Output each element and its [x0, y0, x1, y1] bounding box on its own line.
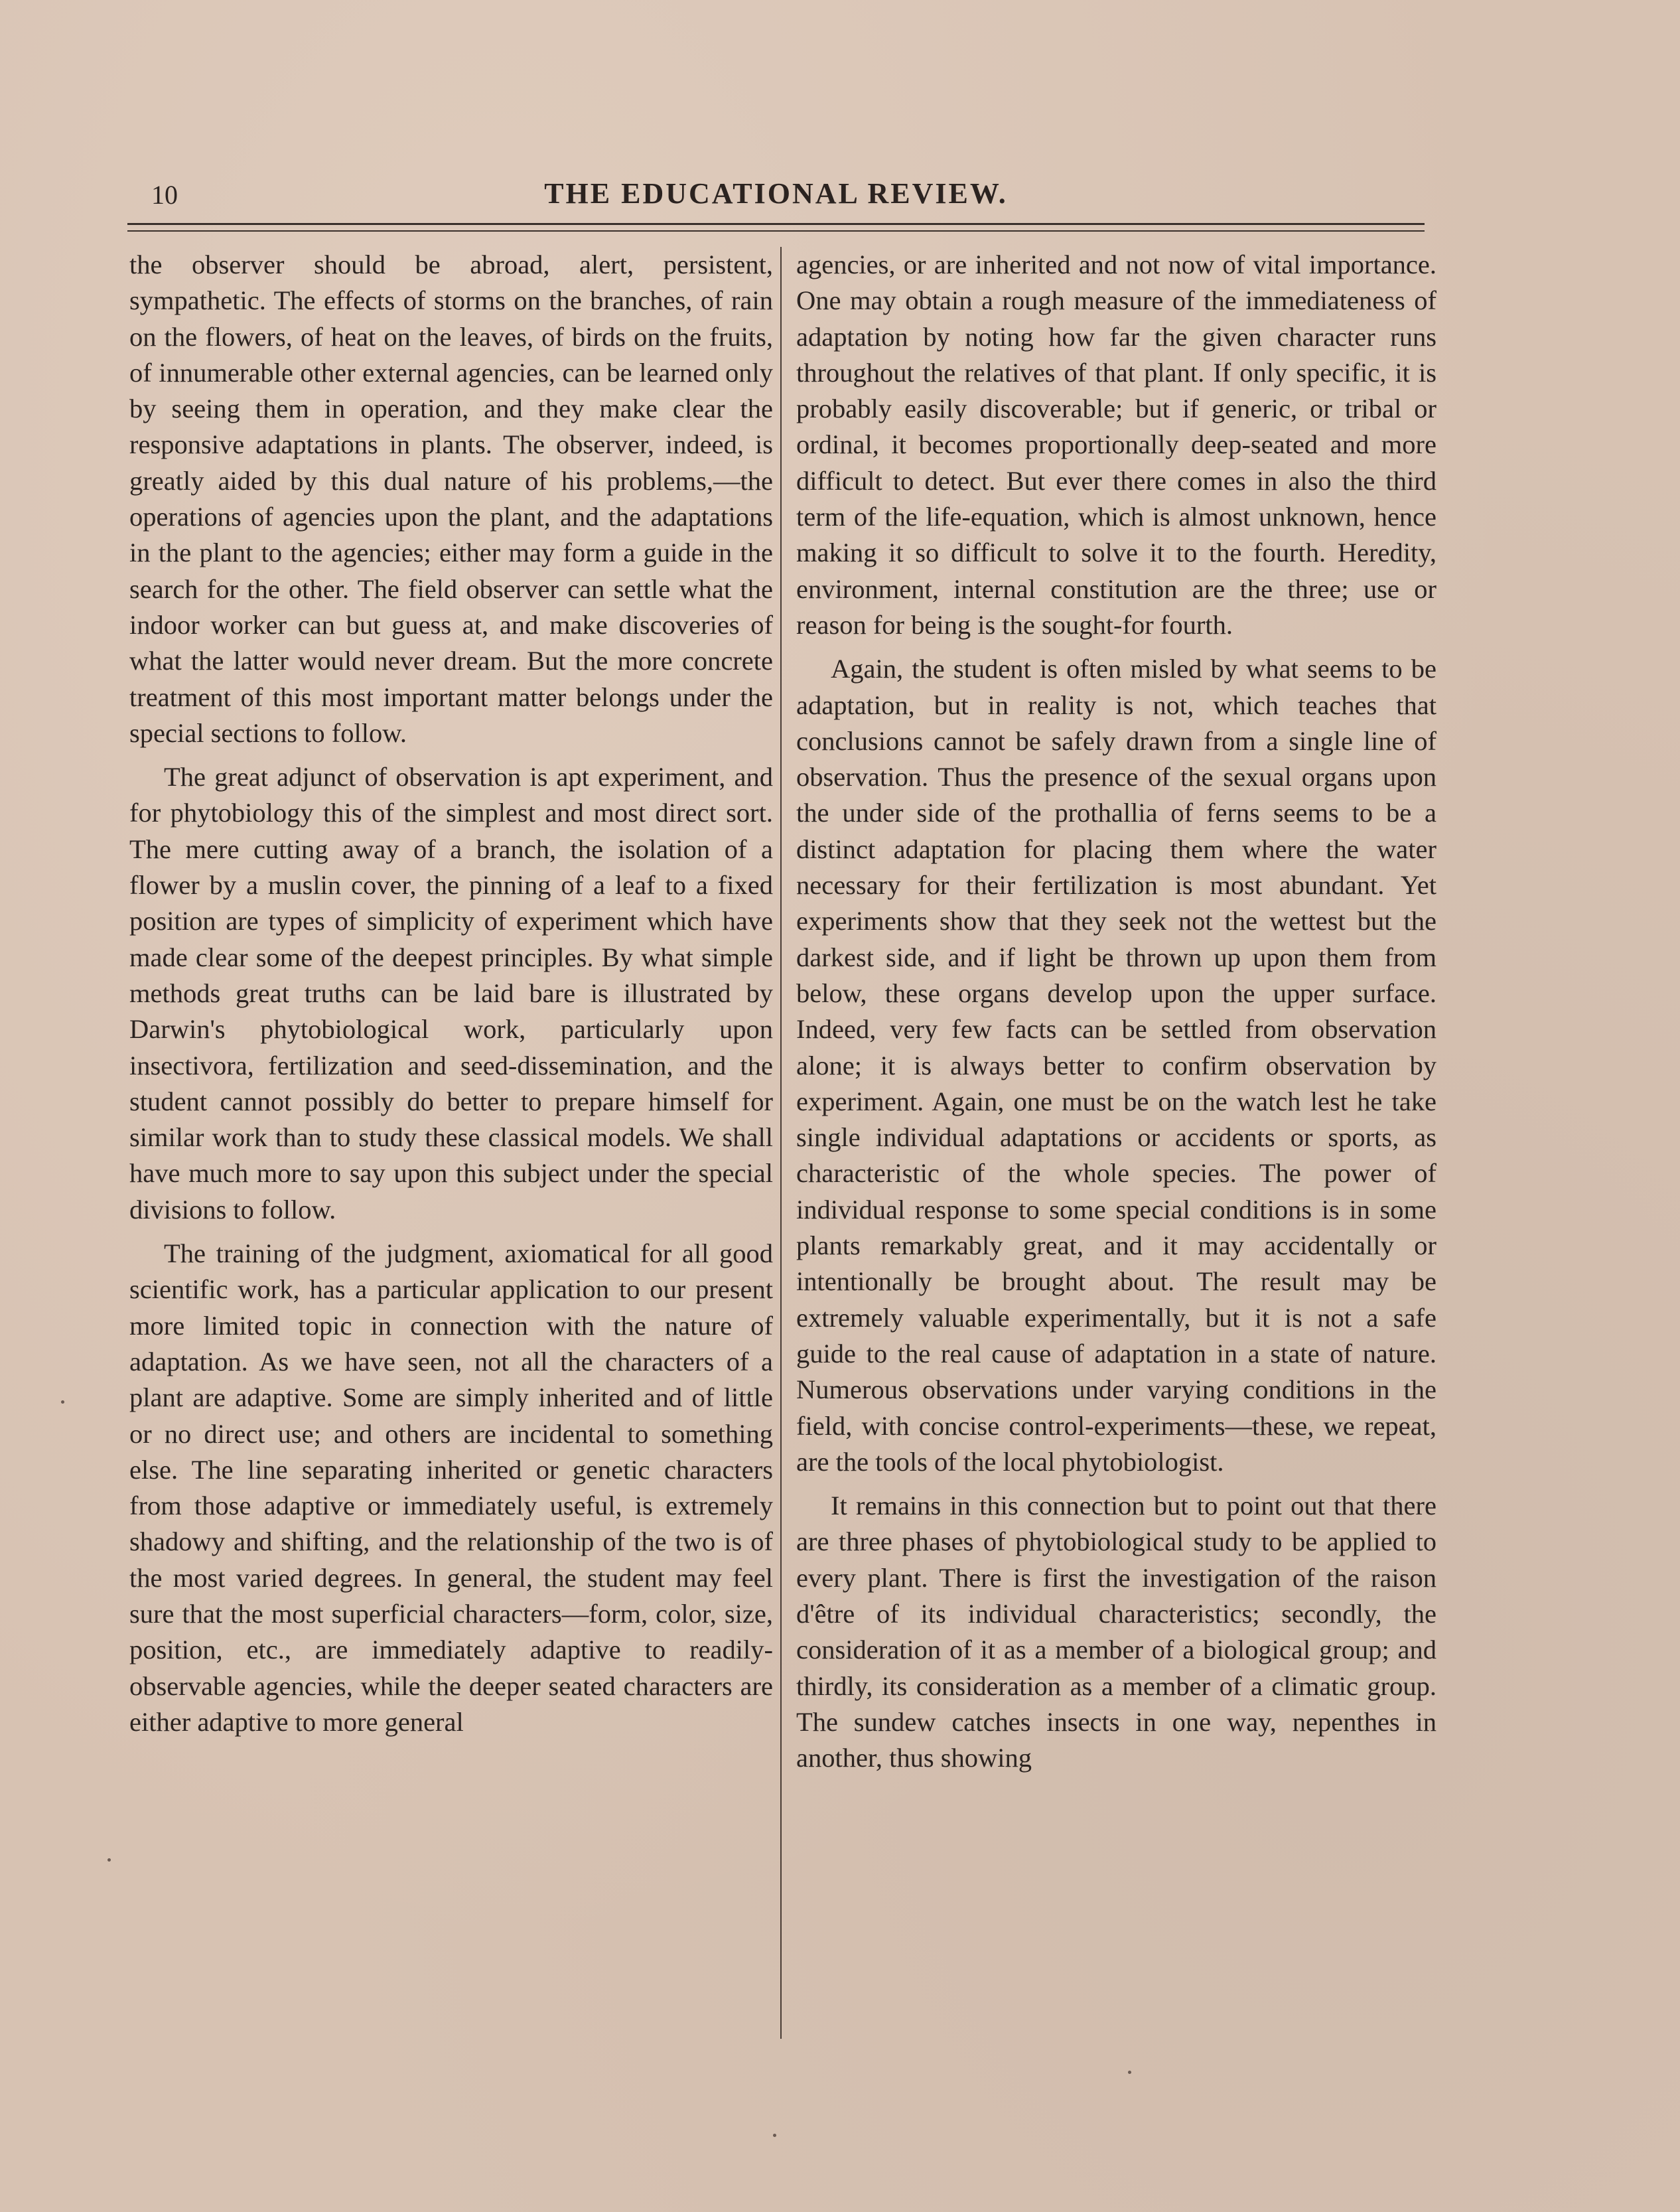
paragraph: It remains in this connection but to point out that there are three phases of phytobiological study to be applied to every plant. There is first the investigation of the raison d'être of its individual characteristics; secondly, the consideration of it as a member of a biological group; and thirdly, its consideration as a member of a climatic group. The sundew catches insects in one way, nepenthes in another, thus showing — [796, 1491, 1436, 1773]
paper-speck — [1128, 2071, 1131, 2074]
paper-speck — [61, 1400, 64, 1404]
left-column — [129, 247, 773, 1748]
paragraph: Again, the student is often misled by what seems to be adaptation, but in reality is not, which teaches that conclusions cannot be safely drawn from a single line of observation. Thus the presence of the sexual organs upon the under side of the prothallia of ferns seems to be a distinct adaptation for placing them where the water necessary for their fertilization is most abundant. Yet experiments show that they seek not the wettest but the darkest side, and if light be thrown up upon them from below, these organs develop upon the upper surface. Indeed, very few facts can be settled from observation alone; it is always better to confirm observation by experiment. Again, one must be on the watch lest he take single individual adaptations or accidents or sports, as characteristic of the whole species. The power of individual response to some special conditions is in some plants remarkably great, and it may accidentally or intentionally be brought about. The result may be extremely valuable experimentally, but it is not a safe guide to the real cause of adaptation in a state of nature. Numerous observations under varying conditions in the field, with concise control-experiments—these, we repeat, are the tools of the local phytobiologist. — [796, 654, 1436, 1477]
paper-speck — [107, 1858, 111, 1862]
column-divider — [780, 247, 782, 2039]
paragraph: The training of the judgment, axiomatical for all good scientific work, has a particular application to our present more limited topic in connection with the nature of adaptation. As we have seen, not all the characters of a plant are adaptive. Some are simply inherited and of little or no direct use; and others are incidental to something else. The line separating inherited or genetic characters from those adaptive or immediately useful, is extremely shadowy and shifting, and the relationship of the two is of the most varied degrees. In general, the student may feel sure that the most superficial characters—form, color, size, position, etc., are immediately adaptive to readily-observable agencies, while the deeper seated characters are either adaptive to more general — [129, 1238, 773, 1737]
paper-speck — [773, 2134, 776, 2137]
paragraph: agencies, or are inherited and not now of vital importance. One may obtain a rough measure of the immediateness of adaptation by noting how far the given character runs throughout the relatives of that plant. If only specific, it is probably easily discoverable; but if generic, or tribal or ordinal, it becomes proportionally deep-seated and more difficult to detect. But ever there comes in also the third term of the life-equation, which is almost unknown, hence making it so difficult to solve it to the fourth. Heredity, environment, internal constitution are the three; use or reason for being is the sought-for fourth. — [796, 250, 1436, 640]
page-number: 10 — [151, 180, 178, 210]
paragraph: The great adjunct of observation is apt experiment, and for phytobiology this of the simplest and most direct sort. The mere cutting away of a branch, the isolation of a flower by a muslin cover, the pinning of a leaf to a fixed position are types of simplicity of experiment which have made clear some of the deepest principles. By what simple methods great truths can be laid bare is illustrated by Darwin's phytobiological work, particularly upon insectivora, fertilization and seed-dissemination, and the student cannot possibly do better to prepare himself for similar work than to study these classical models. We shall have much more to say upon this subject under the special divisions to follow. — [129, 762, 773, 1224]
header-rule-thin — [127, 230, 1425, 232]
right-column — [796, 247, 1436, 1784]
paragraph: the observer should be abroad, alert, persistent, sympathetic. The effects of storms on the branches, of rain on the flowers, of heat on the leaves, of birds on the fruits, of innumerable other external agencies, can be learned only by seeing them in operation, and they make clear the responsive adaptations in plants. The observer, indeed, is greatly aided by this dual nature of his problems,—the operations of agencies upon the plant, and the adaptations in the plant to the agencies; either may form a guide in the search for the other. The field observer can settle what the indoor worker can but guess at, and make discoveries of what the latter would never dream. But the more concrete treatment of this most important matter belongs under the special sections to follow. — [129, 250, 773, 748]
header-rule — [127, 223, 1425, 225]
running-header — [127, 174, 1425, 220]
journal-title: THE EDUCATIONAL REVIEW. — [544, 177, 1008, 210]
